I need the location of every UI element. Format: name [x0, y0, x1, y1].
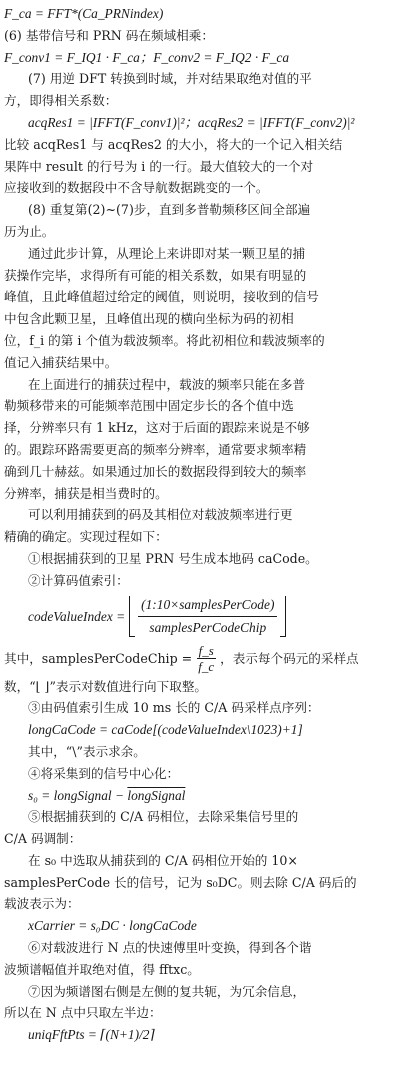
- formula-line: acqRes1 = |IFFT(F_conv1)|²；acqRes2 = |IFFT(F_conv2)|²: [28, 114, 355, 130]
- text-line: ①根据捕获到的卫星 PRN 号生成本地码 caCode。: [28, 550, 318, 566]
- fraction-denominator: f_c: [198, 659, 215, 675]
- floor-left-bracket: [129, 596, 135, 637]
- text-line: 数，“⌊ ⌋”表示对数值进行向下取整。: [4, 678, 208, 694]
- text-line: 位，f_i 的第 i 个值为载波频率。将此初相位和载波频率的: [4, 332, 325, 348]
- formula-line: uniqFftPts = ⌈(N+1)/2⌉: [28, 1027, 155, 1043]
- text-line: 勒频移带来的可能频率范围中固定步长的各个值中选: [4, 398, 294, 414]
- text-line: 值记入捕获结果中。: [4, 354, 118, 370]
- sampling-ratio-fraction: [196, 643, 216, 674]
- text-line: 中包含此颗卫星，且峰值出现的横向坐标为码的初相: [4, 311, 294, 327]
- text-line: 择，分辨率只有 1 kHz，这对于后面的跟踪来说是不够: [4, 420, 310, 436]
- formula-mean-term: longSignal: [127, 787, 186, 803]
- fraction-numerator: (1:10×samplesPerCode): [138, 596, 277, 617]
- text-line: 通过此步计算，从理论上来讲即对某一颗卫星的捕: [28, 245, 306, 261]
- fraction-numerator: f_s: [198, 643, 214, 659]
- text-line: ②计算码值索引：: [28, 572, 129, 588]
- text-line: ④将采集到的信号中心化：: [28, 765, 180, 781]
- text-line: (8) 重复第(2)~(7)步，直到多普勒频移区间全部遍: [28, 202, 311, 218]
- equation-fraction: [138, 596, 277, 637]
- text-line: 在 s₀ 中选取从捕获到的 C/A 码相位开始的 10×: [28, 852, 298, 868]
- definition-prefix: 其中，samplesPerCodeChip =: [4, 650, 193, 666]
- text-line: 分辨率，捕获是相当费时的。: [4, 485, 168, 501]
- text-line: 的。跟踪环路需要更高的频率分辨率，通常要求频率精: [4, 441, 307, 457]
- floor-right-bracket: [280, 596, 286, 637]
- formula-line: longCaCode = caCode[(codeValueIndex\1023)+1]: [28, 722, 303, 738]
- text-line: 其中，“\”表示求余。: [28, 743, 146, 759]
- text-block-top: [4, 3, 399, 592]
- text-line: 载波表示为：: [4, 896, 80, 912]
- code-value-index-equation: [4, 592, 399, 642]
- text-line: 精确的确定。实现过程如下：: [4, 529, 168, 545]
- formula-text: s₀ = longSignal −: [28, 787, 128, 803]
- text-line: ⑦因为频谱图右侧是左侧的复共轭，为冗余信息，: [28, 983, 306, 999]
- text-line: samplesPerCode 长的信号，记为 s₀DC。则去除 C/A 码后的: [4, 874, 357, 890]
- text-line: (7) 用逆 DFT 转换到时域，并对结果取绝对值的平: [28, 71, 312, 87]
- formula-line: [4, 785, 399, 807]
- text-line: 确到几十赫兹。如果通过加长的数据段得到较大的频率: [4, 463, 307, 479]
- samples-per-chip-definition: [4, 642, 399, 676]
- equation-lhs: codeValueIndex =: [28, 608, 126, 624]
- text-block-bottom: [4, 676, 399, 1047]
- text-line: C/A 码调制：: [4, 831, 82, 847]
- formula-line: F_ca = FFT*(Ca_PRNindex): [4, 6, 164, 21]
- text-line: 果阵中 result 的行号为 i 的一行。最大值较大的一个对: [4, 158, 314, 174]
- text-line: 所以在 N 点中只取左半边：: [4, 1005, 162, 1021]
- text-line: 比较 acqRes1 与 acqRes2 的大小，将大的一个记入相关结: [4, 136, 343, 152]
- definition-suffix: ，表示每个码元的采样点: [220, 650, 359, 666]
- text-line: 获操作完毕，求得所有可能的相关系数，如果有明显的: [4, 267, 307, 283]
- text-line: ⑥对载波进行 N 点的快速傅里叶变换，得到各个谐: [28, 940, 312, 956]
- text-line: 在上面进行的捕获过程中，载波的频率只能在多普: [28, 376, 306, 392]
- text-line: 峰值，且此峰值超过给定的阈值，则说明，接收到的信号: [4, 289, 319, 305]
- text-line: (6) 基带信号和 PRN 码在频域相乘：: [4, 27, 214, 43]
- text-line: 方，即得相关系数：: [4, 93, 118, 109]
- text-line: 应接收到的数据段中不含导航数据跳变的一个。: [4, 180, 269, 196]
- formula-line: xCarrier = s₀DC · longCaCode: [28, 918, 197, 934]
- text-line: 可以利用捕获到的码及其相位对载波频率进行更: [28, 507, 293, 523]
- fraction-denominator: samplesPerCodeChip: [149, 620, 267, 636]
- text-line: 波频谱幅值并取绝对值，得 fftxc。: [4, 961, 200, 977]
- text-line: 历为止。: [4, 223, 55, 239]
- formula-line: F_conv1 = F_IQ1 · F_ca；F_conv2 = F_IQ2 · F_ca: [4, 49, 290, 65]
- text-line: ⑤根据捕获到的 C/A 码相位，去除采集信号里的: [28, 809, 299, 825]
- text-line: ③由码值索引生成 10 ms 长的 C/A 码采样点序列：: [28, 700, 320, 716]
